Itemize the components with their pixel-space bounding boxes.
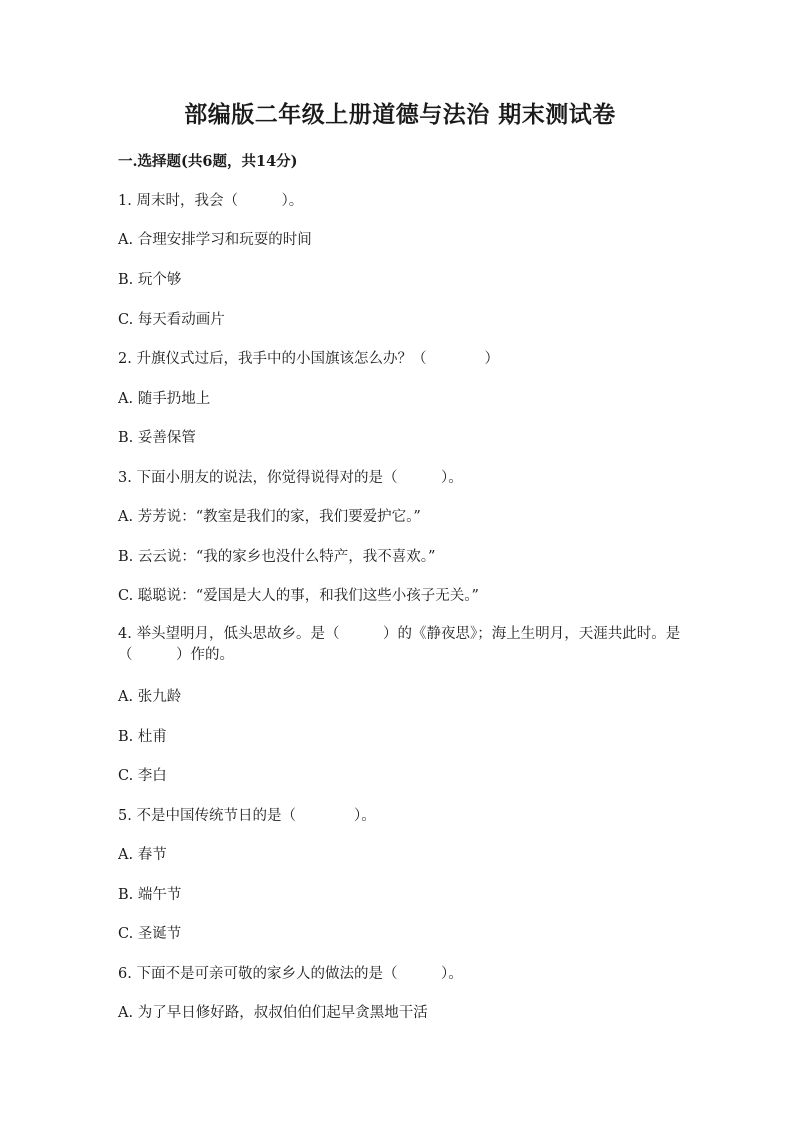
page-title: 部编版二年级上册道德与法治 期末测试卷 bbox=[184, 101, 616, 128]
question-6-option-a: A. 为了早日修好路，叔叔伯伯们起早贪黑地干活 bbox=[118, 1005, 428, 1021]
question-6-stem: 6. 下面不是可亲可敬的家乡人的做法的是（ ）。 bbox=[118, 966, 463, 982]
question-5-option-c: C. 圣诞节 bbox=[118, 926, 182, 942]
question-5-option-b: B. 端午节 bbox=[118, 887, 182, 903]
question-5-stem: 5. 不是中国传统节日的是（ ）。 bbox=[118, 808, 376, 824]
question-4-stem: 4. 举头望明月，低头思故乡。是（ ）的《静夜思》；海上生明月，天涯共此时。是（ ）作的。 bbox=[118, 626, 681, 663]
question-2-option-a: A. 随手扔地上 bbox=[118, 391, 211, 407]
question-3-option-a: A. 芳芳说：“教室是我们的家，我们要爱护它。” bbox=[118, 509, 421, 525]
question-4-option-b: B. 杜甫 bbox=[118, 729, 167, 745]
question-3-option-b: B. 云云说：“我的家乡也没什么特产，我不喜欢。” bbox=[118, 549, 436, 565]
question-2-option-b: B. 妥善保管 bbox=[118, 430, 196, 446]
section-heading: 一.选择题(共6题，共14分) bbox=[118, 153, 298, 170]
question-2-stem: 2. 升旗仪式过后，我手中的小国旗该怎么办？（ ） bbox=[118, 351, 499, 367]
question-3-option-c: C. 聪聪说：“爱国是大人的事，和我们这些小孩子无关。” bbox=[118, 588, 479, 604]
question-1-option-c: C. 每天看动画片 bbox=[118, 312, 225, 328]
question-1-option-a: A. 合理安排学习和玩耍的时间 bbox=[118, 232, 312, 248]
question-1-stem: 1. 周末时，我会（ ）。 bbox=[118, 193, 304, 209]
question-3-stem: 3. 下面小朋友的说法，你觉得说得对的是（ ）。 bbox=[118, 470, 463, 486]
question-5-option-a: A. 春节 bbox=[118, 847, 167, 863]
question-4-option-c: C. 李白 bbox=[118, 768, 167, 784]
question-4-option-a: A. 张九龄 bbox=[118, 689, 182, 705]
question-1-option-b: B. 玩个够 bbox=[118, 272, 182, 288]
